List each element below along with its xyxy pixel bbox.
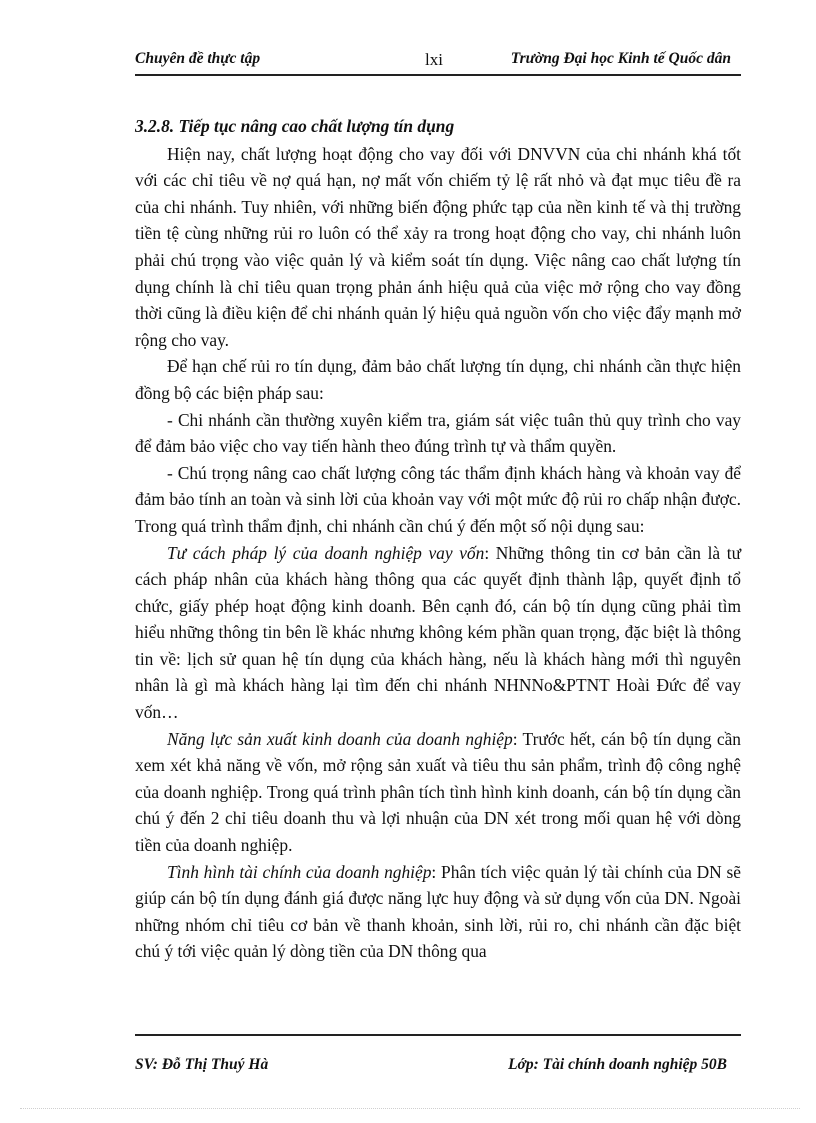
paragraph-5-body: : Những thông tin cơ bản cần là tư cách pháp nhân của khách hàng thông qua các quyết định thành lập, quyết định tổ chức, giấy phép hoạt động kinh doanh. Bên cạnh đó, cán bộ tín dụng cũng phải tìm hiểu những thông tin bên lề khác nhưng không kém phần quan trọng, đặc biệt là thông tin về: lịch sử quan hệ tín dụng của khách hàng, nếu là khách hàng mới thì nguyên nhân là gì mà khách hàng lại tìm đến chi nhánh NHNNo&PTNT Hoài Đức để vay vốn… (135, 542, 742, 723)
page-body (135, 113, 741, 965)
paragraph-6-lead: Năng lực sản xuất kinh doanh của doanh nghiệp (167, 728, 513, 749)
paragraph-3: - Chi nhánh cần thường xuyên kiểm tra, giám sát việc tuân thủ quy trình cho vay để đảm bảo việc cho vay tiến hành theo đúng trình tự và thẩm quyền. (135, 409, 741, 457)
paragraph-7 (135, 859, 741, 965)
footer-divider (135, 1034, 741, 1036)
page-number: lxi (425, 50, 443, 69)
page-bottom-dotted-line (20, 1108, 800, 1109)
paragraph-2: Để hạn chế rủi ro tín dụng, đảm bảo chất lượng tín dụng, chi nhánh cần thực hiện đồng bộ các biện pháp sau: (135, 356, 741, 403)
paragraph-6 (135, 726, 741, 859)
page-footer (135, 1056, 741, 1078)
paragraph-4: - Chú trọng nâng cao chất lượng công tác thẩm định khách hàng và khoản vay để đảm bảo tính an toàn và sinh lời của khoản vay với một mức độ rủi ro chấp nhận được. Trong quá trình thẩm định, chi nhánh cần chú ý đến một số nội dụng sau: (135, 462, 741, 536)
paragraph-7-body: : Phân tích việc quản lý tài chính của DN sẽ giúp cán bộ tín dụng đánh giá được năng lực huy động và sử dụng vốn của DN. Ngoài những nhóm chỉ tiêu cơ bản về thanh khoản, sinh lời, rủi ro, chi nhánh cần đặc biệt chú ý tới việc quản lý dòng tiền của DN thông qua (135, 861, 741, 962)
header-left-title: Chuyên đề thực tập (135, 50, 261, 67)
paragraph-5 (135, 540, 741, 726)
paragraph-5-lead: Tư cách pháp lý của doanh nghiệp vay vốn (167, 542, 485, 563)
section-heading: 3.2.8. Tiếp tục nâng cao chất lượng tín dụng (135, 116, 455, 136)
paragraph-6-body: : Trước hết, cán bộ tín dụng cần xem xét khả năng về vốn, mở rộng sản xuất và tiêu thu sản phẩm, trình độ công nghệ của doanh nghiệp. Trong quá trình phân tích tình hình kinh doanh, cán bộ tín dụng cần chú ý đến 2 chỉ tiêu doanh thu và lợi nhuận của DN xét trong mối quan hệ với dòng tiền của doanh nghiệp. (135, 728, 742, 856)
page-header (135, 48, 741, 76)
footer-class: Lớp: Tài chính doanh nghiệp 50B (508, 1056, 727, 1073)
header-right-title: Trường Đại học Kinh tế Quốc dân (510, 50, 731, 67)
footer-student: SV: Đỗ Thị Thuý Hà (135, 1056, 269, 1073)
paragraph-7-lead: Tình hình tài chính của doanh nghiệp (167, 861, 432, 882)
paragraph-1: Hiện nay, chất lượng hoạt động cho vay đối với DNVVN của chi nhánh khá tốt với các chỉ tiêu về nợ quá hạn, nợ mất vốn chiếm tỷ lệ rất nhỏ và đạt mục tiêu đề ra của chi nhánh. Tuy nhiên, với những biến động phức tạp của nền kinh tế và thị trường tiền tệ cùng những rủi ro luôn có thể xảy ra trong hoạt động cho vay, chi nhánh luôn phải chú trọng vào việc quản lý và kiểm soát tín dụng. Việc nâng cao chất lượng tín dụng chính là chỉ tiêu quan trọng phản ánh hiệu quả của việc mở rộng cho vay đồng thời cũng là điều kiện để chi nhánh quản lý hiệu quả nguồn vốn cho việc đẩy mạnh mở rộng cho vay. (135, 143, 741, 350)
